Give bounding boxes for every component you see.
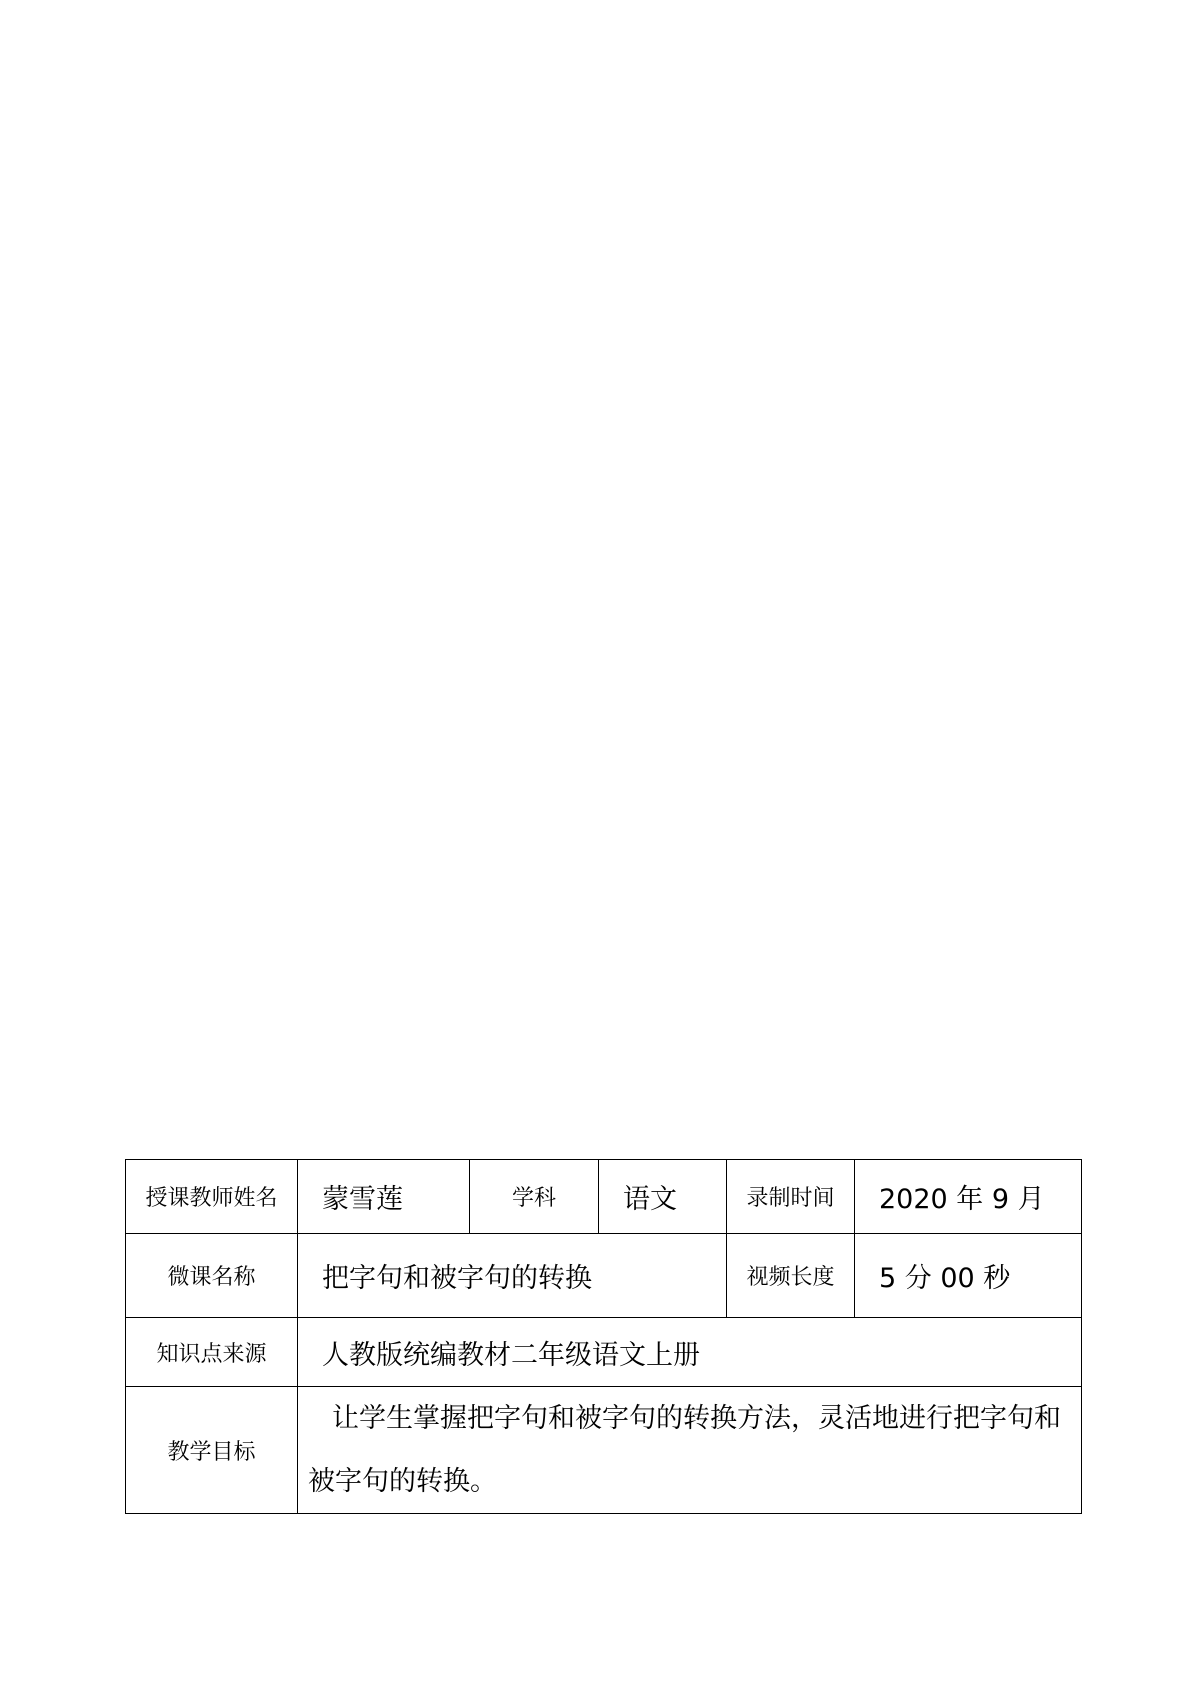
video-length-label: 视频长度: [727, 1234, 855, 1318]
teaching-goal-value: 让学生掌握把字句和被字句的转换方法，灵活地进行把字句和被字句的转换。: [298, 1387, 1082, 1514]
knowledge-source-value: 人教版统编教材二年级语文上册: [298, 1318, 1082, 1387]
teaching-goal-label: 教学目标: [126, 1387, 298, 1514]
video-length-value: 5 分 00 秒: [855, 1234, 1082, 1318]
record-time-value: 2020 年 9 月: [855, 1160, 1082, 1234]
subject-label: 学科: [470, 1160, 599, 1234]
knowledge-source-label: 知识点来源: [126, 1318, 298, 1387]
table-row: [126, 1234, 1082, 1318]
lesson-name-label: 微课名称: [126, 1234, 298, 1318]
table-row: [126, 1318, 1082, 1387]
lesson-info-table: [125, 1159, 1082, 1514]
teacher-name-value: 蒙雪莲: [298, 1160, 470, 1234]
record-time-label: 录制时间: [727, 1160, 855, 1234]
teacher-name-label: 授课教师姓名: [126, 1160, 298, 1234]
table-row: [126, 1160, 1082, 1234]
subject-value: 语文: [599, 1160, 727, 1234]
table-row: [126, 1387, 1082, 1514]
lesson-name-value: 把字句和被字句的转换: [298, 1234, 727, 1318]
